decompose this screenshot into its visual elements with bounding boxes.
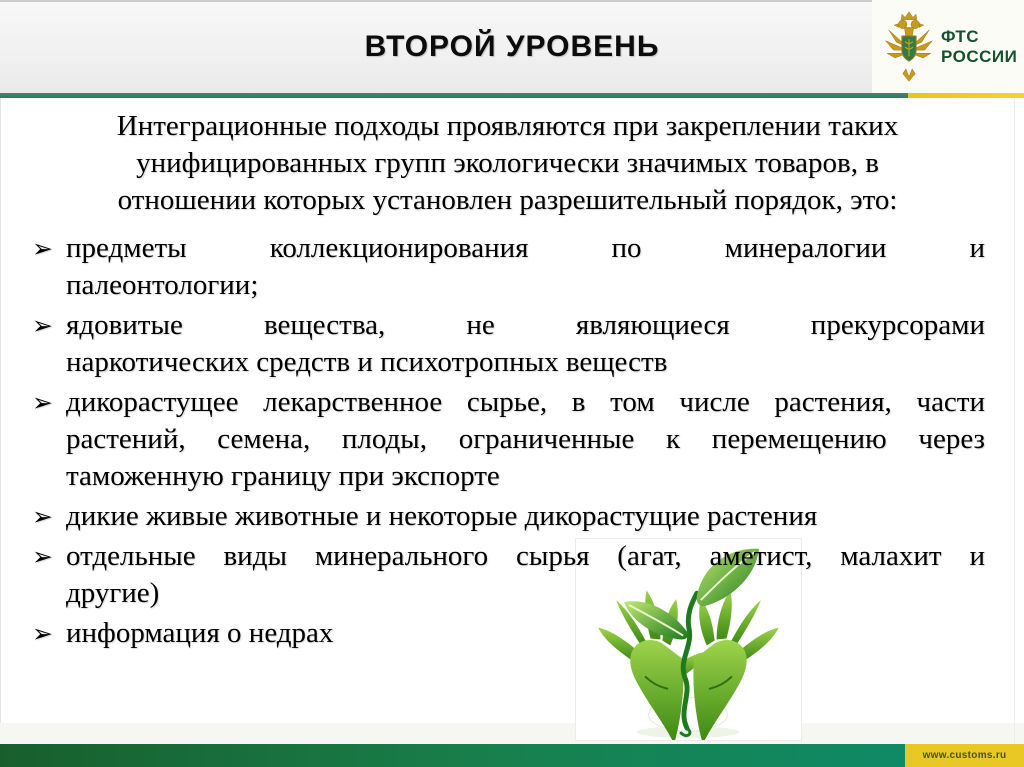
intro-line: отношении которых установлен разрешительный порядок, это: [117,184,898,216]
bullet-line: дикорастущее лекарственное сырье, в том числе растения, части [66,386,985,418]
fts-logo-line2: РОССИИ [941,46,1018,66]
bullet-item [30,384,985,495]
right-edge-line [1014,98,1015,744]
bullet-item [30,307,985,381]
header-separator-yellow [908,93,1024,98]
arrow-bullet-icon: ➢ [32,311,53,340]
fts-logo [872,0,1024,93]
bullet-item [30,230,985,304]
arrow-bullet-icon: ➢ [32,234,53,263]
header-separator-green [0,93,908,98]
bullet-line: ядовитые вещества, не являющиеся прекурсорами [66,309,985,341]
bullet-item [30,538,985,612]
fts-logo-line1: ФТС [941,26,980,46]
intro-paragraph [30,108,985,219]
bullet-line: дикие живые животные и некоторые дикорастущие растения [66,500,818,532]
bullet-line: таможенную границу при экспорте [66,460,500,492]
arrow-bullet-icon: ➢ [32,388,53,417]
bullet-item [30,615,985,652]
slide-body [30,108,985,655]
bullet-line: растений, семена, плоды, ограниченные к перемещению через [66,423,985,455]
arrow-bullet-icon: ➢ [32,502,53,531]
page-title: ВТОРОЙ УРОВЕНЬ [364,30,660,63]
footer-url: www.customs.ru [922,750,1007,761]
intro-line: Интеграционные подходы проявляются при закреплении таких [116,110,899,142]
footer-light-strip [0,723,1024,744]
bullet-line: отдельные виды минерального сырья (агат, аметист, малахит и [66,540,985,572]
fts-logo-text [941,27,1017,67]
footer-bar-yellow [905,744,1024,767]
arrow-bullet-icon: ➢ [32,542,53,571]
bullet-item [30,498,985,535]
left-edge-line [0,0,1,767]
bullet-line: предметы коллекционирования по минералогии и [66,232,985,264]
bullet-line: информация о недрах [66,617,334,649]
footer-bar-green [0,744,905,767]
bullet-list [30,230,985,652]
bullet-line: наркотических средств и психотропных веществ [66,346,668,378]
arrow-bullet-icon: ➢ [32,619,53,648]
bullet-line: палеонтологии; [66,269,259,301]
fts-emblem-icon [884,11,934,83]
bullet-line: другие) [66,577,160,609]
intro-line: унифицированных групп экологически значимых товаров, в [136,147,879,179]
